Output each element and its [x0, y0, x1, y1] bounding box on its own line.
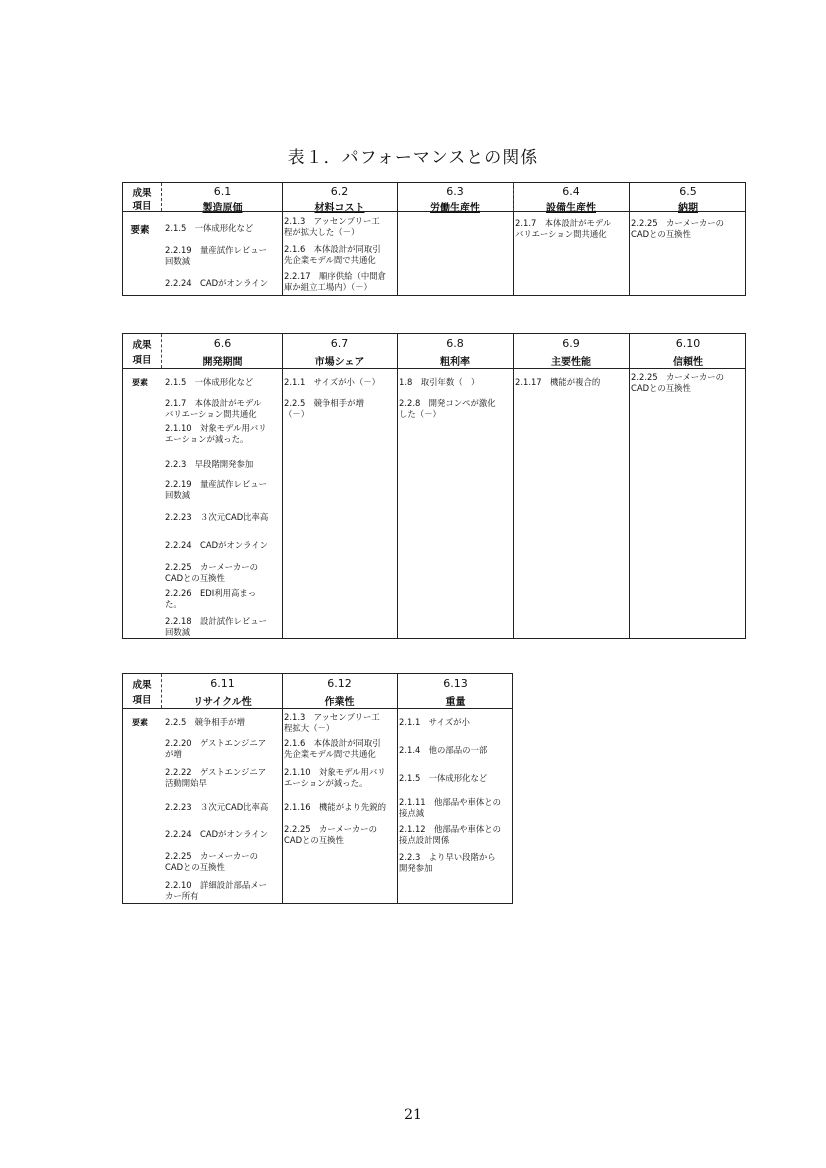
header-name: 材料コスト: [314, 203, 365, 214]
row-label-youso: 要素: [130, 225, 150, 236]
table-cell: 2.1.6 本体設計が同取引 先企業モデル間で共通化: [284, 738, 381, 759]
table-cell: 2.1.11 他部品や車体との 接点減: [399, 797, 502, 818]
header-number: 6.1: [213, 185, 232, 198]
table-cell: 1.8 取引年数（ ）: [399, 377, 480, 387]
table-cell: 2.1.4 他の部品の一部: [399, 745, 488, 755]
header-number: 6.2: [330, 185, 349, 198]
table-cell: 2.1.3 アッセンブリー工 程拡大（－）: [284, 712, 380, 733]
table-cell: 2.2.10 詳細設計部品メー カー所有: [165, 880, 268, 901]
header-name: 設備生産性: [546, 203, 596, 214]
table-cell: 2.2.25 カーメーカーの CADとの互換性: [165, 851, 259, 872]
table-cell: 2.2.25 カーメーカーの CADとの互換性: [631, 218, 725, 239]
header-name: 粗利率: [440, 357, 470, 368]
table-cell: 2.2.24 CADがオンライン: [165, 278, 269, 288]
table-cell: 2.2.23 ３次元CAD比率高: [165, 512, 269, 522]
table-cell: 2.1.7 本体設計がモデル バリエーション間共通化: [165, 398, 262, 419]
row-label-youso: 要素: [132, 378, 148, 387]
table-cell: 2.1.3 アッセンブリー工 程が拡大した（－）: [284, 216, 380, 237]
table-cell: 2.2.22 ゲストエンジニア 活動開始早: [165, 767, 267, 788]
header-name: 作業性: [324, 697, 355, 708]
table-cell: 2.2.24 CADがオンライン: [165, 829, 269, 839]
performance-table-3: [122, 673, 513, 904]
header-name: 市場シェア: [314, 357, 365, 368]
page-number: 21: [404, 1107, 422, 1123]
table-cell: 2.2.17 順序供給（中間倉 庫か組立工場内）（－）: [284, 271, 387, 292]
header-number: 6.11: [210, 677, 235, 690]
table-cell: 2.1.16 機能がより先鋭的: [284, 802, 387, 812]
table-cell: 2.1.6 本体設計が同取引 先企業モデル間で共通化: [284, 244, 381, 265]
table-cell: 2.2.5 競争相手が増: [165, 717, 245, 727]
table-cell: 2.2.5 競争相手が増 （－）: [284, 398, 364, 419]
table-cell: 2.1.1 サイズが小: [399, 717, 470, 727]
table-cell: 2.1.10 対象モデル用バリ エーションが減った。: [284, 767, 386, 788]
table-cell: 2.2.20 ゲストエンジニア が増: [165, 738, 267, 759]
header-number: 6.5: [679, 185, 697, 198]
header-number: 6.9: [562, 337, 580, 350]
row-label-seika: 成果: [132, 340, 152, 351]
table-cell: 2.2.26 EDI利用高まっ た。: [165, 588, 257, 609]
header-number: 6.12: [327, 677, 352, 690]
header-number: 6.6: [213, 337, 232, 350]
performance-table-2: [122, 333, 746, 639]
table-cell: 2.1.17 機能が複合的: [515, 377, 601, 387]
row-label-koumoku: 項目: [132, 355, 152, 366]
header-name: 重量: [445, 697, 466, 708]
header-name: 労働生産性: [430, 203, 480, 214]
header-number: 6.7: [330, 337, 349, 350]
header-name: 開発期間: [202, 357, 243, 368]
table-cell: 2.2.18 設計試作レビュー 回数減: [165, 616, 268, 637]
table-cell: 2.1.1 サイズが小（－）: [284, 377, 381, 387]
table-cell: 2.1.7 本体設計がモデル バリエーション間共通化: [515, 218, 612, 239]
header-name: 納期: [678, 203, 698, 214]
table-cell: 2.2.8 開発コンペが激化 した（－）: [399, 398, 496, 419]
table-cell: 2.1.5 一体成形化など: [165, 223, 254, 233]
table-cell: 2.1.5 一体成形化など: [165, 377, 254, 387]
table-cell: 2.1.10 対象モデル用バリ エーションが減った。: [165, 423, 267, 444]
header-number: 6.8: [446, 337, 464, 350]
row-label-seika: 成果: [132, 680, 152, 691]
table-cell: 2.2.25 カーメーカーの CADとの互換性: [631, 372, 725, 393]
header-name: 製造原価: [202, 203, 243, 214]
header-number: 6.10: [675, 337, 701, 350]
row-label-youso: 要素: [132, 718, 148, 727]
header-name: リサイクル性: [193, 697, 252, 708]
row-label-seika: 成果: [132, 188, 152, 199]
table-cell: 2.2.19 量産試作レビュー 回数減: [165, 245, 268, 266]
page-title: 表１．パフォーマンスとの関係: [287, 148, 539, 168]
header-number: 6.3: [446, 185, 464, 198]
row-label-koumoku: 項目: [132, 201, 152, 212]
table-cell: 2.1.12 他部品や車体との 接点設計関係: [399, 824, 502, 845]
table-cell: 2.2.24 CADがオンライン: [165, 540, 269, 550]
header-name: 主要性能: [551, 357, 591, 368]
header-number: 6.4: [562, 185, 580, 198]
performance-table-1: [122, 182, 746, 296]
table-cell: 2.2.25 カーメーカーの CADとの互換性: [284, 824, 378, 845]
table-cell: 2.2.3 早段階開発参加: [165, 459, 254, 469]
row-label-koumoku: 項目: [132, 695, 152, 706]
header-name: 信頼性: [673, 357, 703, 368]
header-number: 6.13: [443, 677, 468, 690]
table-cell: 2.2.25 カーメーカーの CADとの互換性: [165, 562, 259, 583]
table-cell: 2.1.5 一体成形化など: [399, 773, 488, 783]
table-cell: 2.2.3 より早い段階から 開発参加: [399, 852, 496, 873]
table-cell: 2.2.19 量産試作レビュー 回数減: [165, 479, 268, 500]
table-cell: 2.2.23 ３次元CAD比率高: [165, 802, 269, 812]
